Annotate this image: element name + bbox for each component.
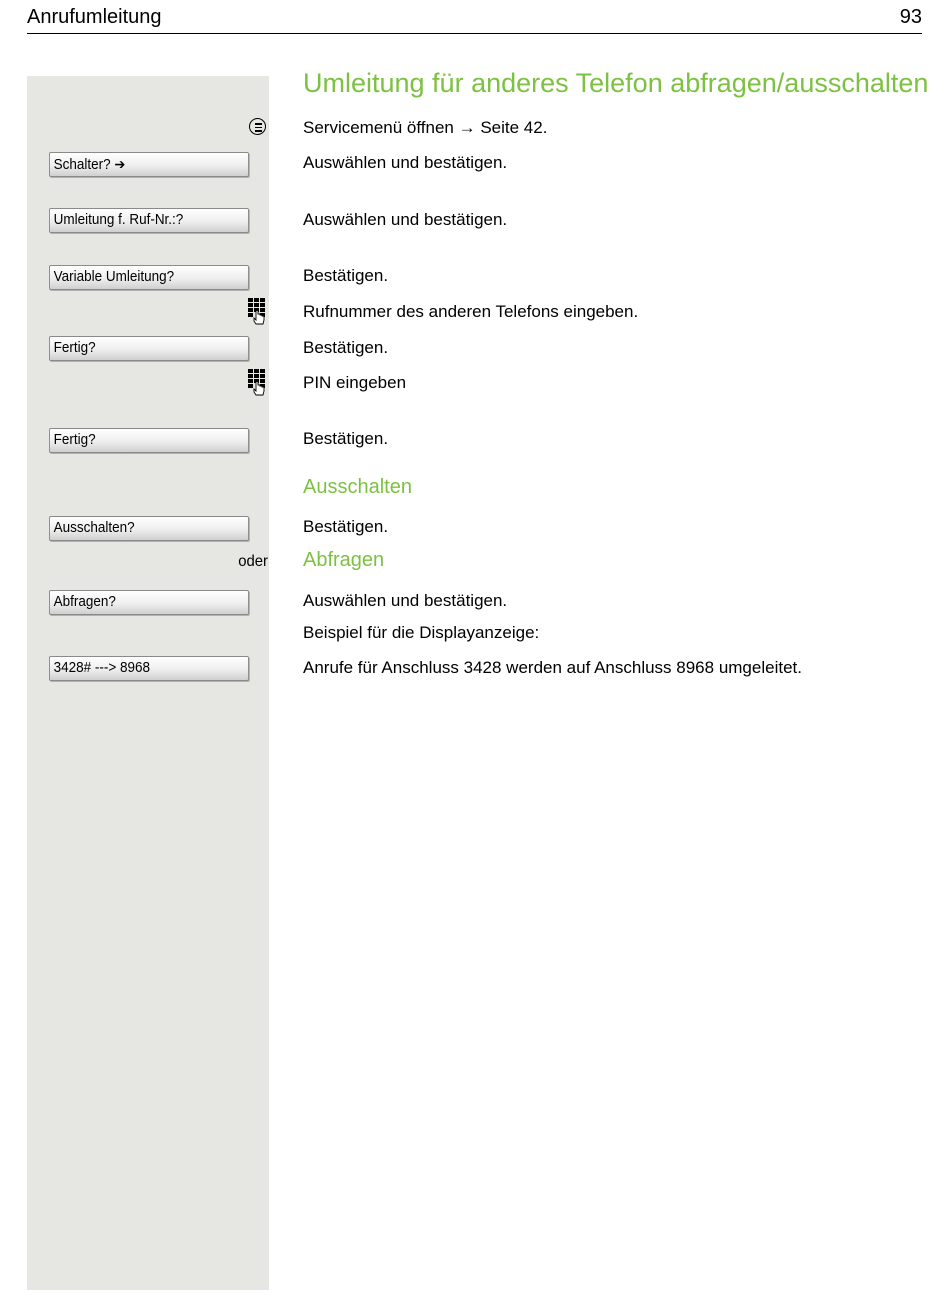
service-menu-icon <box>249 118 266 135</box>
softkey-umleitung-ruf-nr[interactable]: Umleitung f. Ruf-Nr.:? <box>49 208 249 233</box>
oder-label: oder <box>238 553 268 570</box>
softkey-variable-umleitung[interactable]: Variable Umleitung? <box>49 265 249 290</box>
step-text: Bestätigen. <box>303 338 389 357</box>
header-rule <box>27 33 922 34</box>
step-text: Servicemenü öffnen → Seite 42. <box>303 118 548 137</box>
softkey-fertig[interactable]: Fertig? <box>49 336 249 361</box>
page-number: 93 <box>899 6 922 28</box>
step-text: Bestätigen. <box>303 517 389 536</box>
softkey-fertig[interactable]: Fertig? <box>49 428 249 453</box>
display-example: 3428# ---> 8968 <box>49 656 249 681</box>
softkey-ausschalten[interactable]: Ausschalten? <box>49 516 249 541</box>
step-text: PIN eingeben <box>303 373 407 392</box>
step-text: Bestätigen. <box>303 429 389 448</box>
step-text: Auswählen und bestätigen. <box>303 210 508 229</box>
page-title: Umleitung für anderes Telefon abfragen/ausschalten <box>303 68 929 98</box>
step-text: Rufnummer des anderen Telefons eingeben. <box>303 302 639 321</box>
softkey-schalter[interactable] <box>49 152 249 177</box>
step-text: Bestätigen. <box>303 266 389 285</box>
step-text: Auswählen und bestätigen. <box>303 153 508 172</box>
keypad-icon <box>248 298 267 325</box>
section-heading-ausschalten: Ausschalten <box>303 476 412 498</box>
sidebar <box>27 76 269 1290</box>
step-text: Auswählen und bestätigen. <box>303 591 508 610</box>
softkey-label: Schalter? <box>53 157 111 173</box>
step-text: Anrufe für Anschluss 3428 werden auf Anschluss 8968 umgeleitet. <box>303 658 802 677</box>
header-title: Anrufumleitung <box>27 6 162 28</box>
section-heading-abfragen: Abfragen <box>303 549 385 571</box>
keypad-icon <box>248 369 267 396</box>
step-text: Beispiel für die Displayanzeige: <box>303 623 540 642</box>
arrow-right-icon: ➔ <box>114 156 126 172</box>
softkey-abfragen[interactable]: Abfragen? <box>49 590 249 615</box>
